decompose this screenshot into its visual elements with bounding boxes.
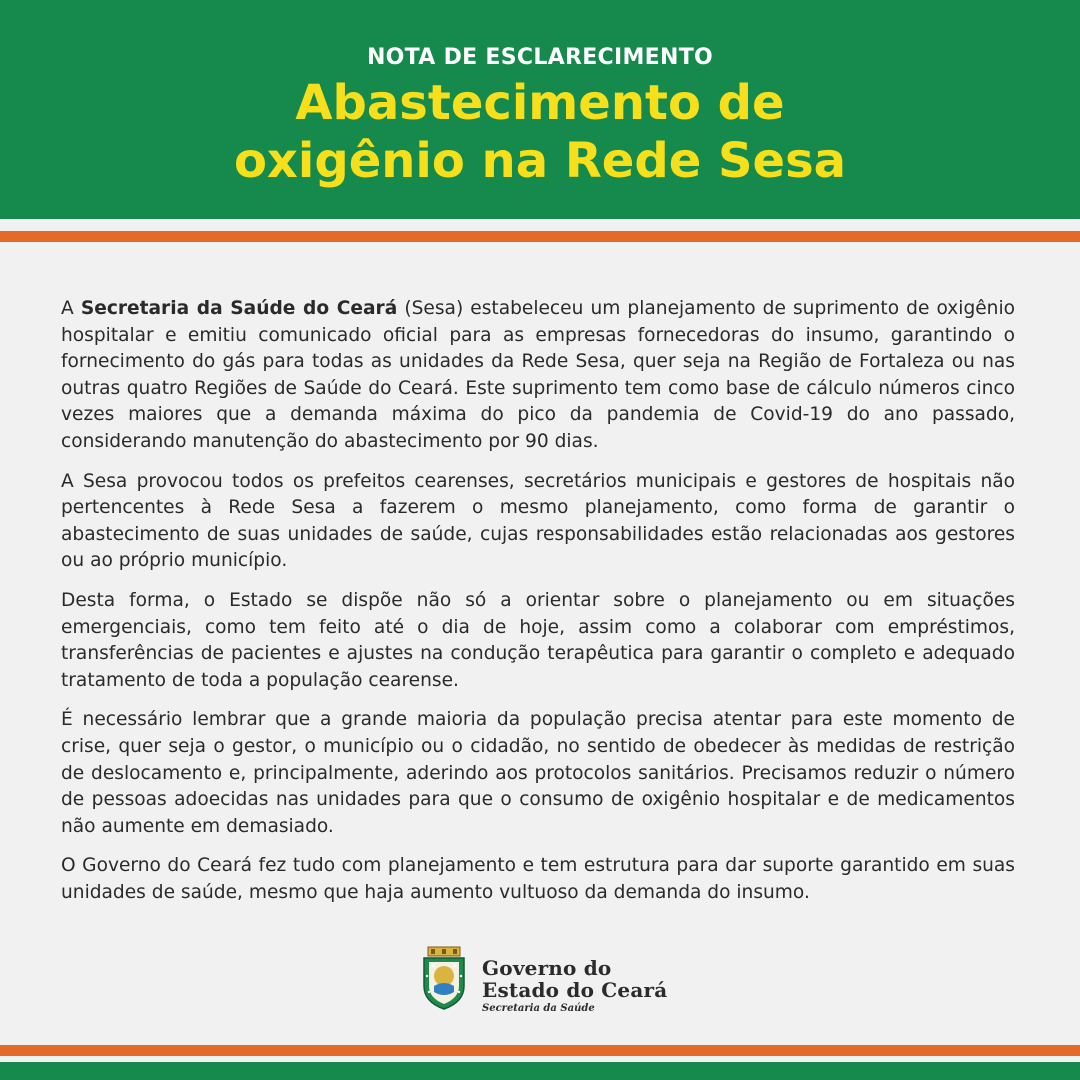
statement-body (61, 296, 1015, 919)
state-coat-of-arms-icon (420, 946, 468, 1010)
government-logo (420, 946, 680, 1016)
paragraph-1: A Secretaria da Saúde do Ceará (Sesa) estabeleceu um planejamento de suprimento de oxigênio hospitalar e emitiu comunicado oficial para as empresas fornecedoras do insumo, garantindo o fornecimento do gás para todas as unidades da Rede Sesa, quer seja na Região de Fortaleza ou nas outras quatro Regiões de Saúde do Ceará. Este suprimento tem como base de cálculo números cinco vezes maiores que a demanda máxima do pico da pandemia de Covid-19 do ano passado, considerando manutenção do abastecimento por 90 dias. (61, 298, 1016, 452)
title-line-1: Abastecimento de (295, 75, 785, 131)
title-line-2: oxigênio na Rede Sesa (233, 133, 847, 189)
paragraph-3: Desta forma, o Estado se dispõe não só a orientar sobre o planejamento ou em situações emergenciais, como tem feito até o dia de hoje, assim como a colaborar com empréstimos, transferências de pacientes e ajustes na condução terapêutica para garantir o completo e adequado tratamento de toda a população cearense. (61, 589, 1015, 691)
top-divider-gap (0, 219, 1080, 231)
logo-estado-text: Estado do Ceará (482, 978, 668, 1002)
bottom-orange-stripe (0, 1045, 1080, 1056)
paragraph-5: O Governo do Ceará fez tudo com planejamento e tem estrutura para dar suporte garantido em suas unidades de saúde, mesmo que haja aumento vultuoso da demanda do insumo. (61, 855, 1015, 903)
paragraph-4: É necessário lembrar que a grande maioria da população precisa atentar para este momento de crise, quer seja o gestor, o município ou o cidadão, no sentido de obedecer às medidas de restrição de deslocamento e, principalmente, aderindo aos protocolos sanitários. Precisamos reduzir o número de pessoas adoecidas nas unidades para que o consumo de oxigênio hospitalar e de medicamentos não aumente em demasiado. (61, 709, 1015, 837)
header-banner (0, 0, 1080, 219)
secretaria-name: Secretaria da Saúde do Ceará (80, 298, 398, 319)
paragraph-2: A Sesa provocou todos os prefeitos cearenses, secretários municipais e gestores de hospitais não pertencentes à Rede Sesa a fazerem o mesmo planejamento, como forma de garantir o abastecimento de suas unidades de saúde, cujas responsabilidades estão relacionadas aos gestores ou ao próprio município. (61, 470, 1015, 572)
logo-governo-text: Governo do (482, 956, 612, 980)
logo-secretaria-text: Secretaria da Saúde (482, 1003, 595, 1014)
top-orange-stripe (0, 231, 1080, 242)
page-title (0, 74, 1080, 190)
eyebrow-label: NOTA DE ESCLARECIMENTO (366, 45, 714, 70)
bottom-green-stripe (0, 1062, 1080, 1080)
